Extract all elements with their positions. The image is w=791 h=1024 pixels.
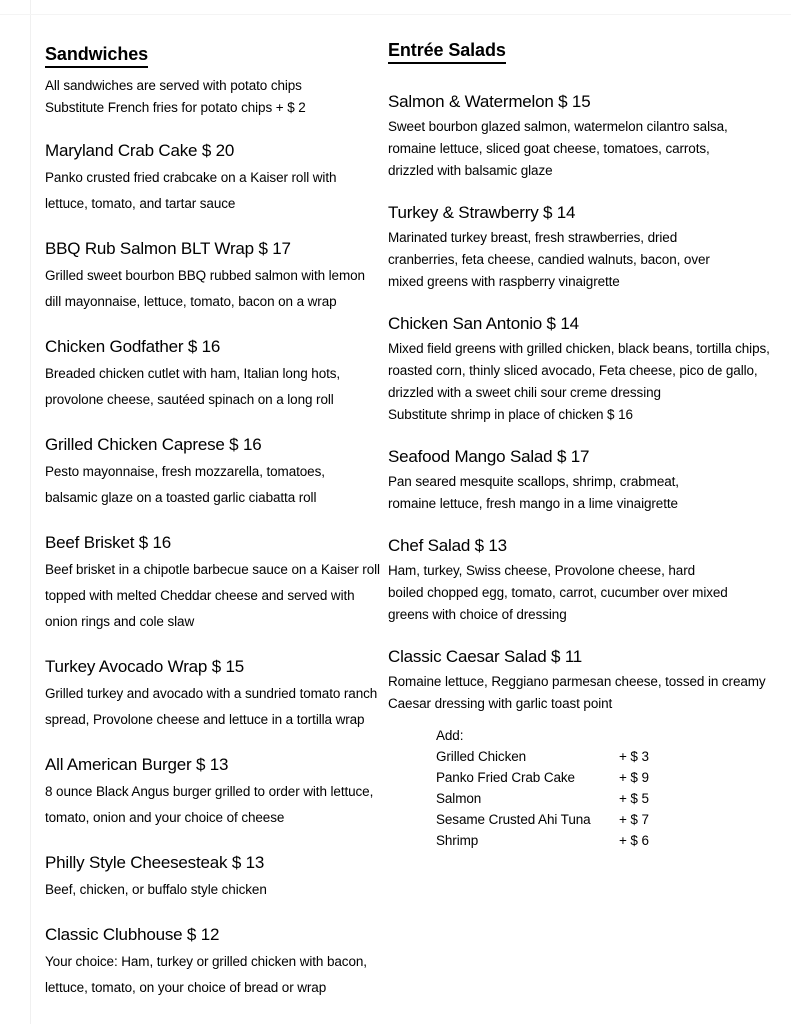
menu-item [45,655,380,733]
menu-item [45,753,380,831]
menu-item-description: Your choice: Ham, turkey or grilled chicken with bacon, lettuce, tomato, on your choice of bread or wrap [45,953,367,995]
menu-item-name: Maryland Crab Cake $ 20 [45,140,235,160]
menu-item-name: Seafood Mango Salad $ 17 [388,446,590,466]
menu-item [45,531,380,635]
menu-item-description: Beef, chicken, or buffalo style chicken [45,881,267,897]
menu-item-description: 8 ounce Black Angus burger grilled to order with lettuce, tomato, onion and your choice of cheese [45,783,374,825]
addon-name: Salmon [436,790,482,806]
sandwiches-title: Sandwiches [45,44,148,68]
addon-price: + $ 6 [619,832,649,848]
menu-item-name: Grilled Chicken Caprese $ 16 [45,434,262,454]
salads-section-header [388,40,780,71]
menu-item-substitute-note: Substitute shrimp in place of chicken $ 16 [388,406,633,422]
menu-item-description: Ham, turkey, Swiss cheese, Provolone cheese, hard boiled chopped egg, tomato, carrot, cucumber over mixed greens with choice of dressing [388,562,728,622]
menu-item [388,312,780,426]
menu-item-name: Salmon & Watermelon $ 15 [388,91,591,111]
addon-row [436,809,780,830]
addon-name: Sesame Crusted Ahi Tuna [436,811,591,827]
menu-item [388,445,780,515]
menu-item-name: BBQ Rub Salmon BLT Wrap $ 17 [45,238,291,258]
menu-item [45,433,380,511]
menu-item [45,851,380,903]
addon-price: + $ 5 [619,790,649,806]
menu-item-name: Philly Style Cheesesteak $ 13 [45,852,265,872]
menu-item [45,139,380,217]
menu-item-name: Classic Clubhouse $ 12 [45,924,220,944]
addon-name: Panko Fried Crab Cake [436,769,575,785]
menu-item-description: Romaine lettuce, Reggiano parmesan cheese, tossed in creamy Caesar dressing with garlic toast point [388,673,766,711]
menu-item [45,923,380,1001]
menu-item-name: Chicken San Antonio $ 14 [388,313,579,333]
menu-item [388,645,780,715]
menu-item [388,90,780,182]
addon-price: + $ 9 [619,769,649,785]
menu-item-description: Pan seared mesquite scallops, shrimp, crabmeat, romaine lettuce, fresh mango in a lime vinaigrette [388,473,679,511]
sandwiches-note-2: Substitute French fries for potato chips + $ 2 [45,99,306,115]
menu-item-name: Turkey Avocado Wrap $ 15 [45,656,245,676]
menu-item [388,534,780,626]
addon-row [436,746,780,767]
menu-item-description: Beef brisket in a chipotle barbecue sauce on a Kaiser roll topped with melted Cheddar cheese and served with onion rings and cole slaw [45,561,380,629]
salads-column [380,0,780,851]
sandwiches-section-header [45,44,380,75]
addon-name: Shrimp [436,832,479,848]
menu-item-name: All American Burger $ 13 [45,754,229,774]
salads-title: Entrée Salads [388,40,506,64]
menu-item-description: Mixed field greens with grilled chicken, black beans, tortilla chips, roasted corn, thinly sliced avocado, Feta cheese, pico de gallo, drizzled with a sweet chili sour creme dressing [388,340,770,400]
menu-item [388,201,780,293]
menu-item-description: Grilled sweet bourbon BBQ rubbed salmon with lemon dill mayonnaise, lettuce, tomato, bacon on a wrap [45,267,365,309]
menu-item-name: Chef Salad $ 13 [388,535,507,555]
menu-item-description: Grilled turkey and avocado with a sundried tomato ranch spread, Provolone cheese and lettuce in a tortilla wrap [45,685,378,727]
menu-item-name: Chicken Godfather $ 16 [45,336,221,356]
sandwiches-column [0,0,380,1001]
menu-item-description: Marinated turkey breast, fresh strawberries, dried cranberries, feta cheese, candied walnuts, bacon, over mixed greens with raspberry vinaigrette [388,229,710,289]
menu-item-name: Turkey & Strawberry $ 14 [388,202,576,222]
menu-item-description: Pesto mayonnaise, fresh mozzarella, tomatoes, balsamic glaze on a toasted garlic ciabatta roll [45,463,325,505]
menu-item-description: Panko crusted fried crabcake on a Kaiser roll with lettuce, tomato, and tartar sauce [45,169,337,211]
addon-price: + $ 7 [619,811,649,827]
addon-row [436,788,780,809]
menu-item-description: Sweet bourbon glazed salmon, watermelon cilantro salsa, romaine lettuce, sliced goat cheese, tomatoes, carrots, drizzled with balsamic glaze [388,118,728,178]
menu-item-description: Breaded chicken cutlet with ham, Italian long hots, provolone cheese, sautéed spinach on a long roll [45,365,341,407]
addon-row [436,767,780,788]
salad-addons-list [436,725,780,851]
menu-item-name: Classic Caesar Salad $ 11 [388,646,583,666]
addon-name: Grilled Chicken [436,748,527,764]
menu-item-name: Beef Brisket $ 16 [45,532,172,552]
addons-label: Add: [436,727,464,743]
sandwiches-note-1: All sandwiches are served with potato chips [45,77,302,93]
menu-item [45,335,380,413]
addon-price: + $ 3 [619,748,649,764]
menu-item [45,237,380,315]
addon-row [436,830,780,851]
